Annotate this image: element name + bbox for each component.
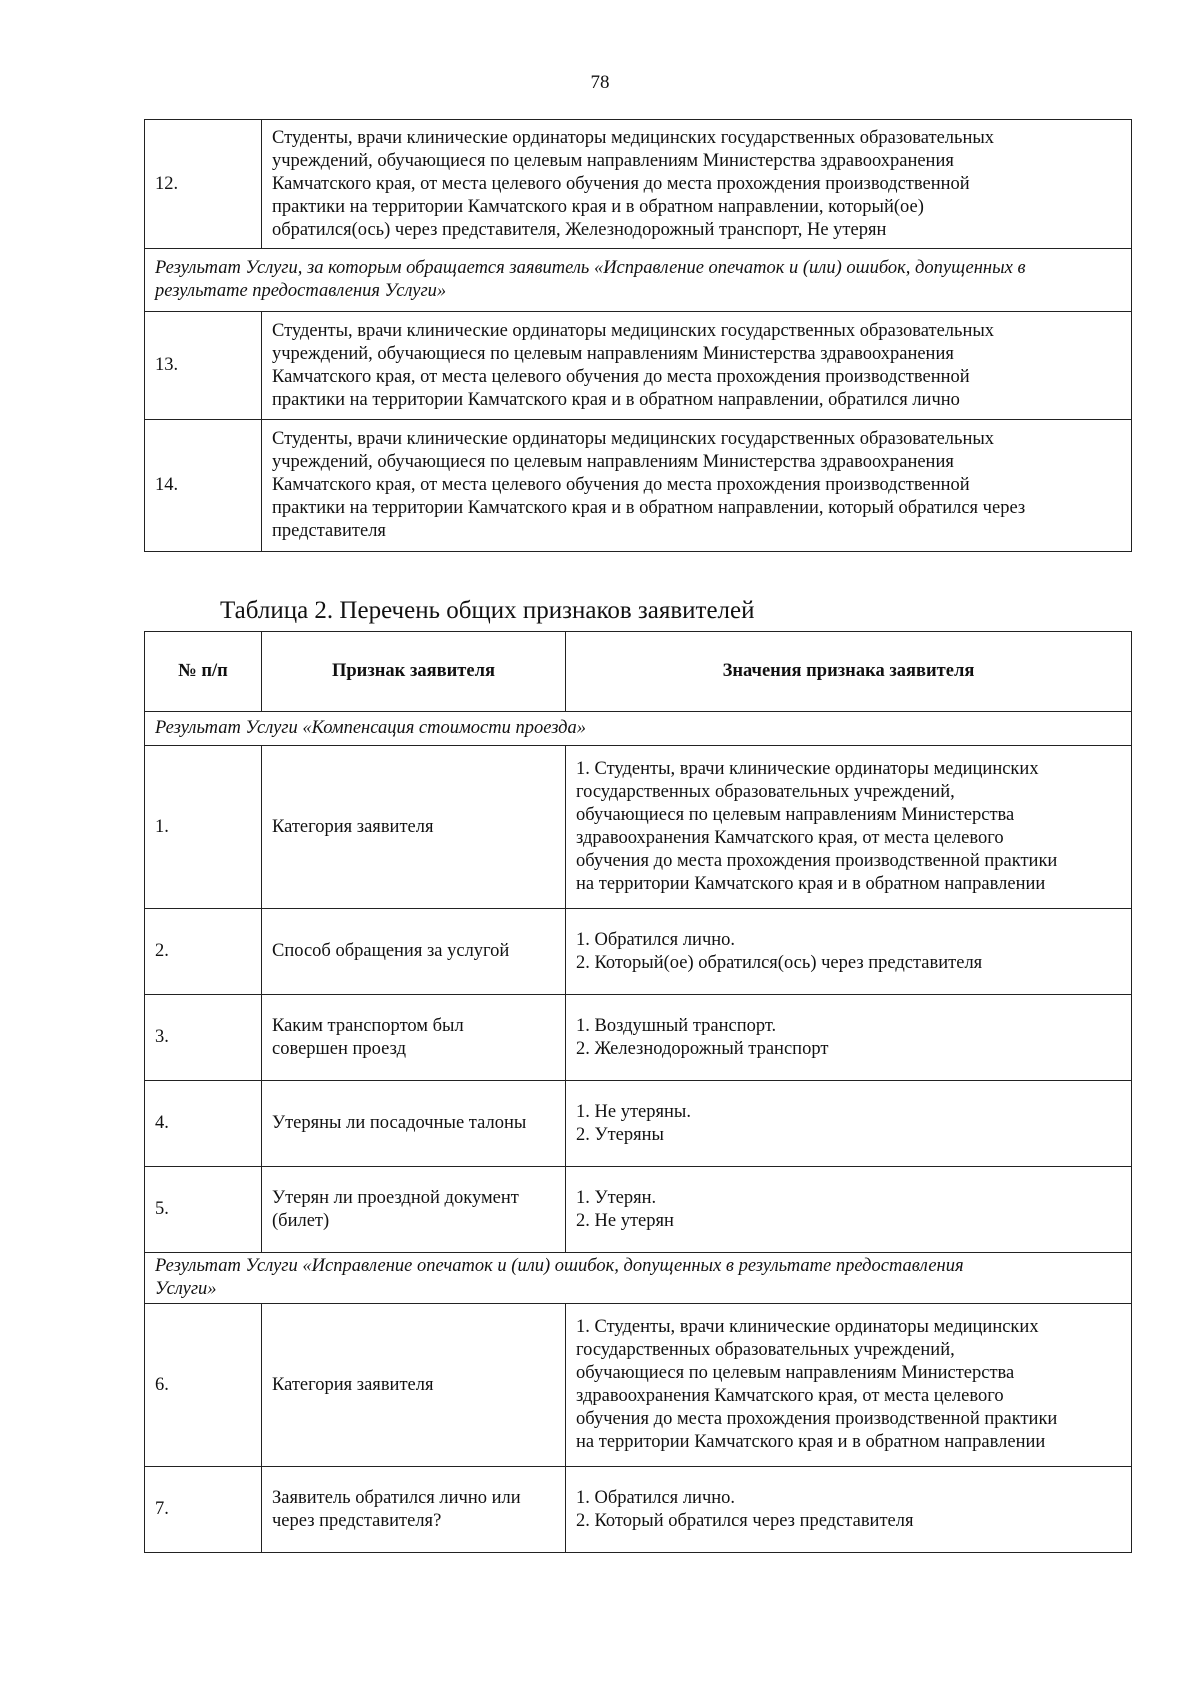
applicant-sign [262, 909, 566, 995]
table-row [145, 1467, 1132, 1553]
sign-values [566, 909, 1132, 995]
applicant-sign-line: Утерян ли проездной документ [272, 1187, 519, 1208]
description-line: представителя [272, 521, 386, 541]
row-number: 2. [145, 909, 262, 995]
table-row [145, 120, 1132, 249]
sign-value-line: государственных образовательных учреждений, [576, 782, 955, 802]
section-title [145, 712, 1132, 746]
section-row [145, 712, 1132, 746]
sign-value-line: 2. Который обратился через представителя [576, 1510, 914, 1531]
applicant-sign-line: Категория заявителя [272, 1374, 434, 1395]
table-row [145, 312, 1132, 420]
applicant-signs-table [144, 631, 1132, 1553]
description-line: Студенты, врачи клинические ординаторы медицинских государственных образовательных [272, 429, 995, 449]
sign-value-line: 1. Студенты, врачи клинические ординаторы медицинских [576, 759, 1039, 779]
applicant-sign-line: через представителя? [272, 1510, 442, 1531]
sign-values [566, 746, 1132, 909]
description-line: обратился(ось) через представителя, Железнодорожный транспорт, Не утерян [272, 219, 887, 240]
section-title-line: Результат Услуги «Компенсация стоимости проезда» [155, 718, 587, 738]
row-number: 4. [145, 1081, 262, 1167]
sign-value-line: обучающиеся по целевым направлениям Министерства [576, 1363, 1015, 1383]
sign-value-line: 1. Утерян. [576, 1187, 657, 1208]
applicant-sign [262, 1467, 566, 1553]
section-row [145, 249, 1132, 312]
section-title-line: Результат Услуги «Исправление опечаток и (или) ошибок, допущенных в результате предоставления [155, 1256, 964, 1276]
table-row [145, 1167, 1132, 1253]
sign-value-line: на территории Камчатского края и в обратном направлении [576, 874, 1046, 894]
table-row [145, 1081, 1132, 1167]
section-title [145, 1253, 1132, 1304]
applicant-sign [262, 1304, 566, 1467]
table-2-caption: Таблица 2. Перечень общих признаков заявителей [220, 597, 755, 624]
sign-values [566, 1467, 1132, 1553]
sign-values [566, 1167, 1132, 1253]
applicant-sign [262, 995, 566, 1081]
applicant-variants-table-body [145, 120, 1132, 552]
header-values: Значения признака заявителя [566, 632, 1132, 712]
applicant-variants-table [144, 119, 1132, 552]
row-number: 14. [145, 420, 262, 552]
sign-values [566, 1304, 1132, 1467]
description-line: Камчатского края, от места целевого обучения до места прохождения производственной [272, 475, 970, 495]
row-number: 5. [145, 1167, 262, 1253]
row-number: 7. [145, 1467, 262, 1553]
applicant-sign-line: совершен проезд [272, 1038, 406, 1059]
sign-value-line: 2. Утеряны [576, 1124, 664, 1145]
section-title-line: Услуги» [155, 1279, 217, 1299]
section-title-line: результате предоставления Услуги» [155, 281, 447, 301]
sign-value-line: 1. Обратился лично. [576, 1487, 736, 1508]
description-line: учреждений, обучающиеся по целевым направлениям Министерства здравоохранения [272, 343, 954, 364]
section-row [145, 1253, 1132, 1304]
applicant-variant-description [262, 120, 1132, 249]
row-number: 12. [145, 120, 262, 249]
description-line: учреждений, обучающиеся по целевым направлениям Министерства здравоохранения [272, 150, 954, 171]
applicant-sign-line: Заявитель обратился лично или [272, 1487, 521, 1508]
sign-value-line: государственных образовательных учреждений, [576, 1340, 955, 1360]
table-row [145, 420, 1132, 552]
description-line: Камчатского края, от места целевого обучения до места прохождения производственной [272, 173, 970, 194]
sign-value-line: 1. Не утеряны. [576, 1101, 691, 1122]
description-line: Камчатского края, от места целевого обучения до места прохождения производственной [272, 366, 970, 387]
description-line: практики на территории Камчатского края и в обратном направлении, который(ое) [272, 196, 924, 217]
row-number: 3. [145, 995, 262, 1081]
applicant-sign-line: Способ обращения за услугой [272, 941, 510, 961]
applicant-sign [262, 746, 566, 909]
applicant-sign-line: Категория заявителя [272, 816, 434, 837]
sign-value-line: обучающиеся по целевым направлениям Министерства [576, 805, 1015, 825]
description-line: практики на территории Камчатского края и в обратном направлении, который обратился через [272, 498, 1026, 518]
sign-value-line: 2. Не утерян [576, 1210, 674, 1231]
sign-value-line: здравоохранения Камчатского края, от места целевого [576, 828, 1004, 848]
row-number: 6. [145, 1304, 262, 1467]
section-title [145, 249, 1132, 312]
header-sign: Признак заявителя [262, 632, 566, 712]
sign-value-line: 1. Воздушный транспорт. [576, 1015, 777, 1036]
section-title-line: Результат Услуги, за которым обращается заявитель «Исправление опечаток и (или) ошибок, допущенных в [155, 258, 1026, 278]
table-header-row [145, 632, 1132, 712]
page-number: 78 [590, 72, 610, 93]
applicant-signs-table-body [145, 712, 1132, 1553]
applicant-sign-line: Каким транспортом был [272, 1015, 464, 1036]
sign-value-line: на территории Камчатского края и в обратном направлении [576, 1432, 1046, 1452]
sign-value-line: 2. Который(ое) обратился(ось) через представителя [576, 952, 983, 973]
applicant-variant-description [262, 312, 1132, 420]
sign-values [566, 1081, 1132, 1167]
sign-value-line: 2. Железнодорожный транспорт [576, 1038, 829, 1059]
description-line: учреждений, обучающиеся по целевым направлениям Министерства здравоохранения [272, 452, 954, 472]
table-row [145, 995, 1132, 1081]
sign-values [566, 995, 1132, 1081]
sign-value-line: обучения до места прохождения производственной практики [576, 851, 1058, 871]
description-line: Студенты, врачи клинические ординаторы медицинских государственных образовательных [272, 320, 995, 341]
header-number: № п/п [145, 632, 262, 712]
applicant-variant-description [262, 420, 1132, 552]
table-row [145, 746, 1132, 909]
table-row [145, 909, 1132, 995]
sign-value-line: здравоохранения Камчатского края, от места целевого [576, 1386, 1004, 1406]
sign-value-line: 1. Студенты, врачи клинические ординаторы медицинских [576, 1317, 1039, 1337]
sign-value-line: обучения до места прохождения производственной практики [576, 1409, 1058, 1429]
applicant-sign [262, 1081, 566, 1167]
applicant-sign [262, 1167, 566, 1253]
description-line: Студенты, врачи клинические ординаторы медицинских государственных образовательных [272, 127, 995, 148]
description-line: практики на территории Камчатского края и в обратном направлении, обратился лично [272, 389, 960, 410]
row-number: 1. [145, 746, 262, 909]
sign-value-line: 1. Обратился лично. [576, 929, 736, 950]
row-number: 13. [145, 312, 262, 420]
applicant-sign-line: Утеряны ли посадочные талоны [272, 1113, 527, 1133]
table-row [145, 1304, 1132, 1467]
applicant-sign-line: (билет) [272, 1210, 330, 1231]
